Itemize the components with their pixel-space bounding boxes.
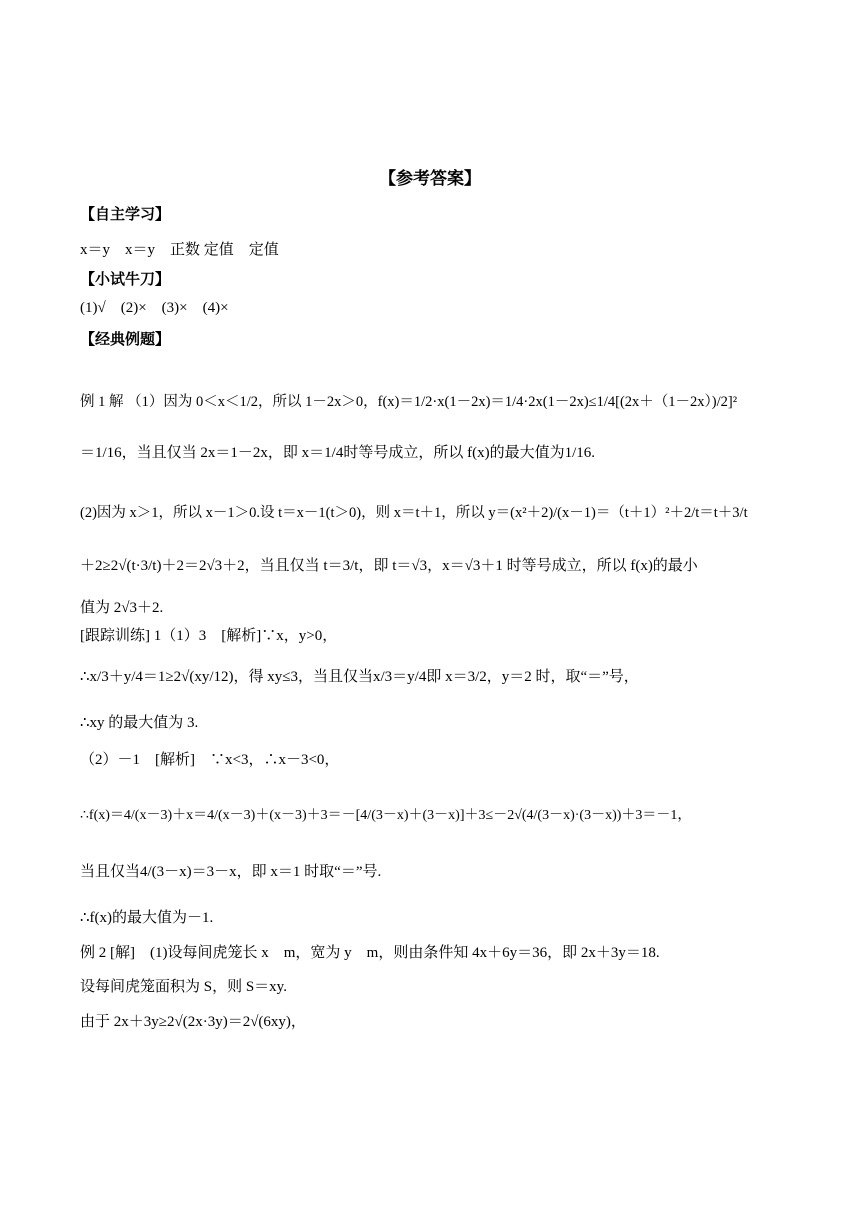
section-self-study: 【自主学习】 bbox=[80, 205, 171, 223]
example1-part1-line1: 例 1 解 （1）因为 0＜x＜1/2，所以 1－2x＞0，f(x)＝1/2·x(1－2x)＝1/4·2x(1－2x)≤1/4[(2x＋（1－2x）)/2]² bbox=[80, 394, 738, 410]
practice1-line1: ∴x/3＋y/4＝1≥2√(xy/12)，得 xy≤3，当且仅当x/3＝y/4即 x＝3/2，y＝2 时，取“＝”号， bbox=[80, 669, 639, 685]
example1-part2-line3: 值为 2√3＋2. bbox=[80, 600, 164, 616]
example2-line1: 例 2 [解] (1)设每间虎笼长 x m，宽为 y m，则由条件知 4x＋6y＝36，即 2x＋3y＝18. bbox=[80, 945, 660, 961]
example1-part1-line2: ＝1/16，当且仅当 2x＝1－2x，即 x＝1/4时等号成立，所以 f(x)的最大值为1/16. bbox=[80, 445, 595, 461]
practice2-line3: ∴f(x)的最大值为－1. bbox=[80, 910, 214, 926]
practice2-line1: ∴f(x)＝4/(x－3)＋x＝4/(x－3)＋(x－3)＋3＝－[4/(3－x)＋(3－x)]＋3≤－2√(4/(3－x)·(3－x))＋3＝－1， bbox=[80, 808, 692, 823]
example2-line2: 设每间虎笼面积为 S，则 S＝xy. bbox=[80, 979, 287, 995]
example2-line3: 由于 2x＋3y≥2√(2x·3y)＝2√(6xy)， bbox=[80, 1014, 306, 1030]
practice1-line2: ∴xy 的最大值为 3. bbox=[80, 715, 199, 731]
section-classic-examples: 【经典例题】 bbox=[80, 330, 171, 348]
example1-part2-line2: ＋2≥2√(t·3/t)＋2＝2√3＋2，当且仅当 t＝3/t，即 t＝√3，x＝√3＋1 时等号成立，所以 f(x)的最小 bbox=[80, 558, 698, 574]
answer-line-2: (1)√ (2)× (3)× (4)× bbox=[80, 300, 229, 316]
practice1-header: [跟踪训练] 1（1）3 [解析]∵x，y>0， bbox=[80, 628, 338, 644]
answer-line-1: x＝y x＝y 正数 定值 定值 bbox=[80, 242, 279, 258]
page-title: 【参考答案】 bbox=[379, 169, 481, 189]
practice2-line2: 当且仅当4/(3－x)＝3－x，即 x＝1 时取“＝”号. bbox=[80, 864, 382, 880]
section-quick-test: 【小试牛刀】 bbox=[80, 270, 171, 288]
practice2-header: （2）－1 [解析] ∵x<3，∴x－3<0， bbox=[80, 752, 340, 768]
example1-part2-line1: (2)因为 x＞1，所以 x－1＞0.设 t＝x－1(t＞0)，则 x＝t＋1，所以 y＝(x²＋2)/(x－1)＝（t＋1）²＋2/t＝t＋3/t bbox=[80, 505, 748, 521]
